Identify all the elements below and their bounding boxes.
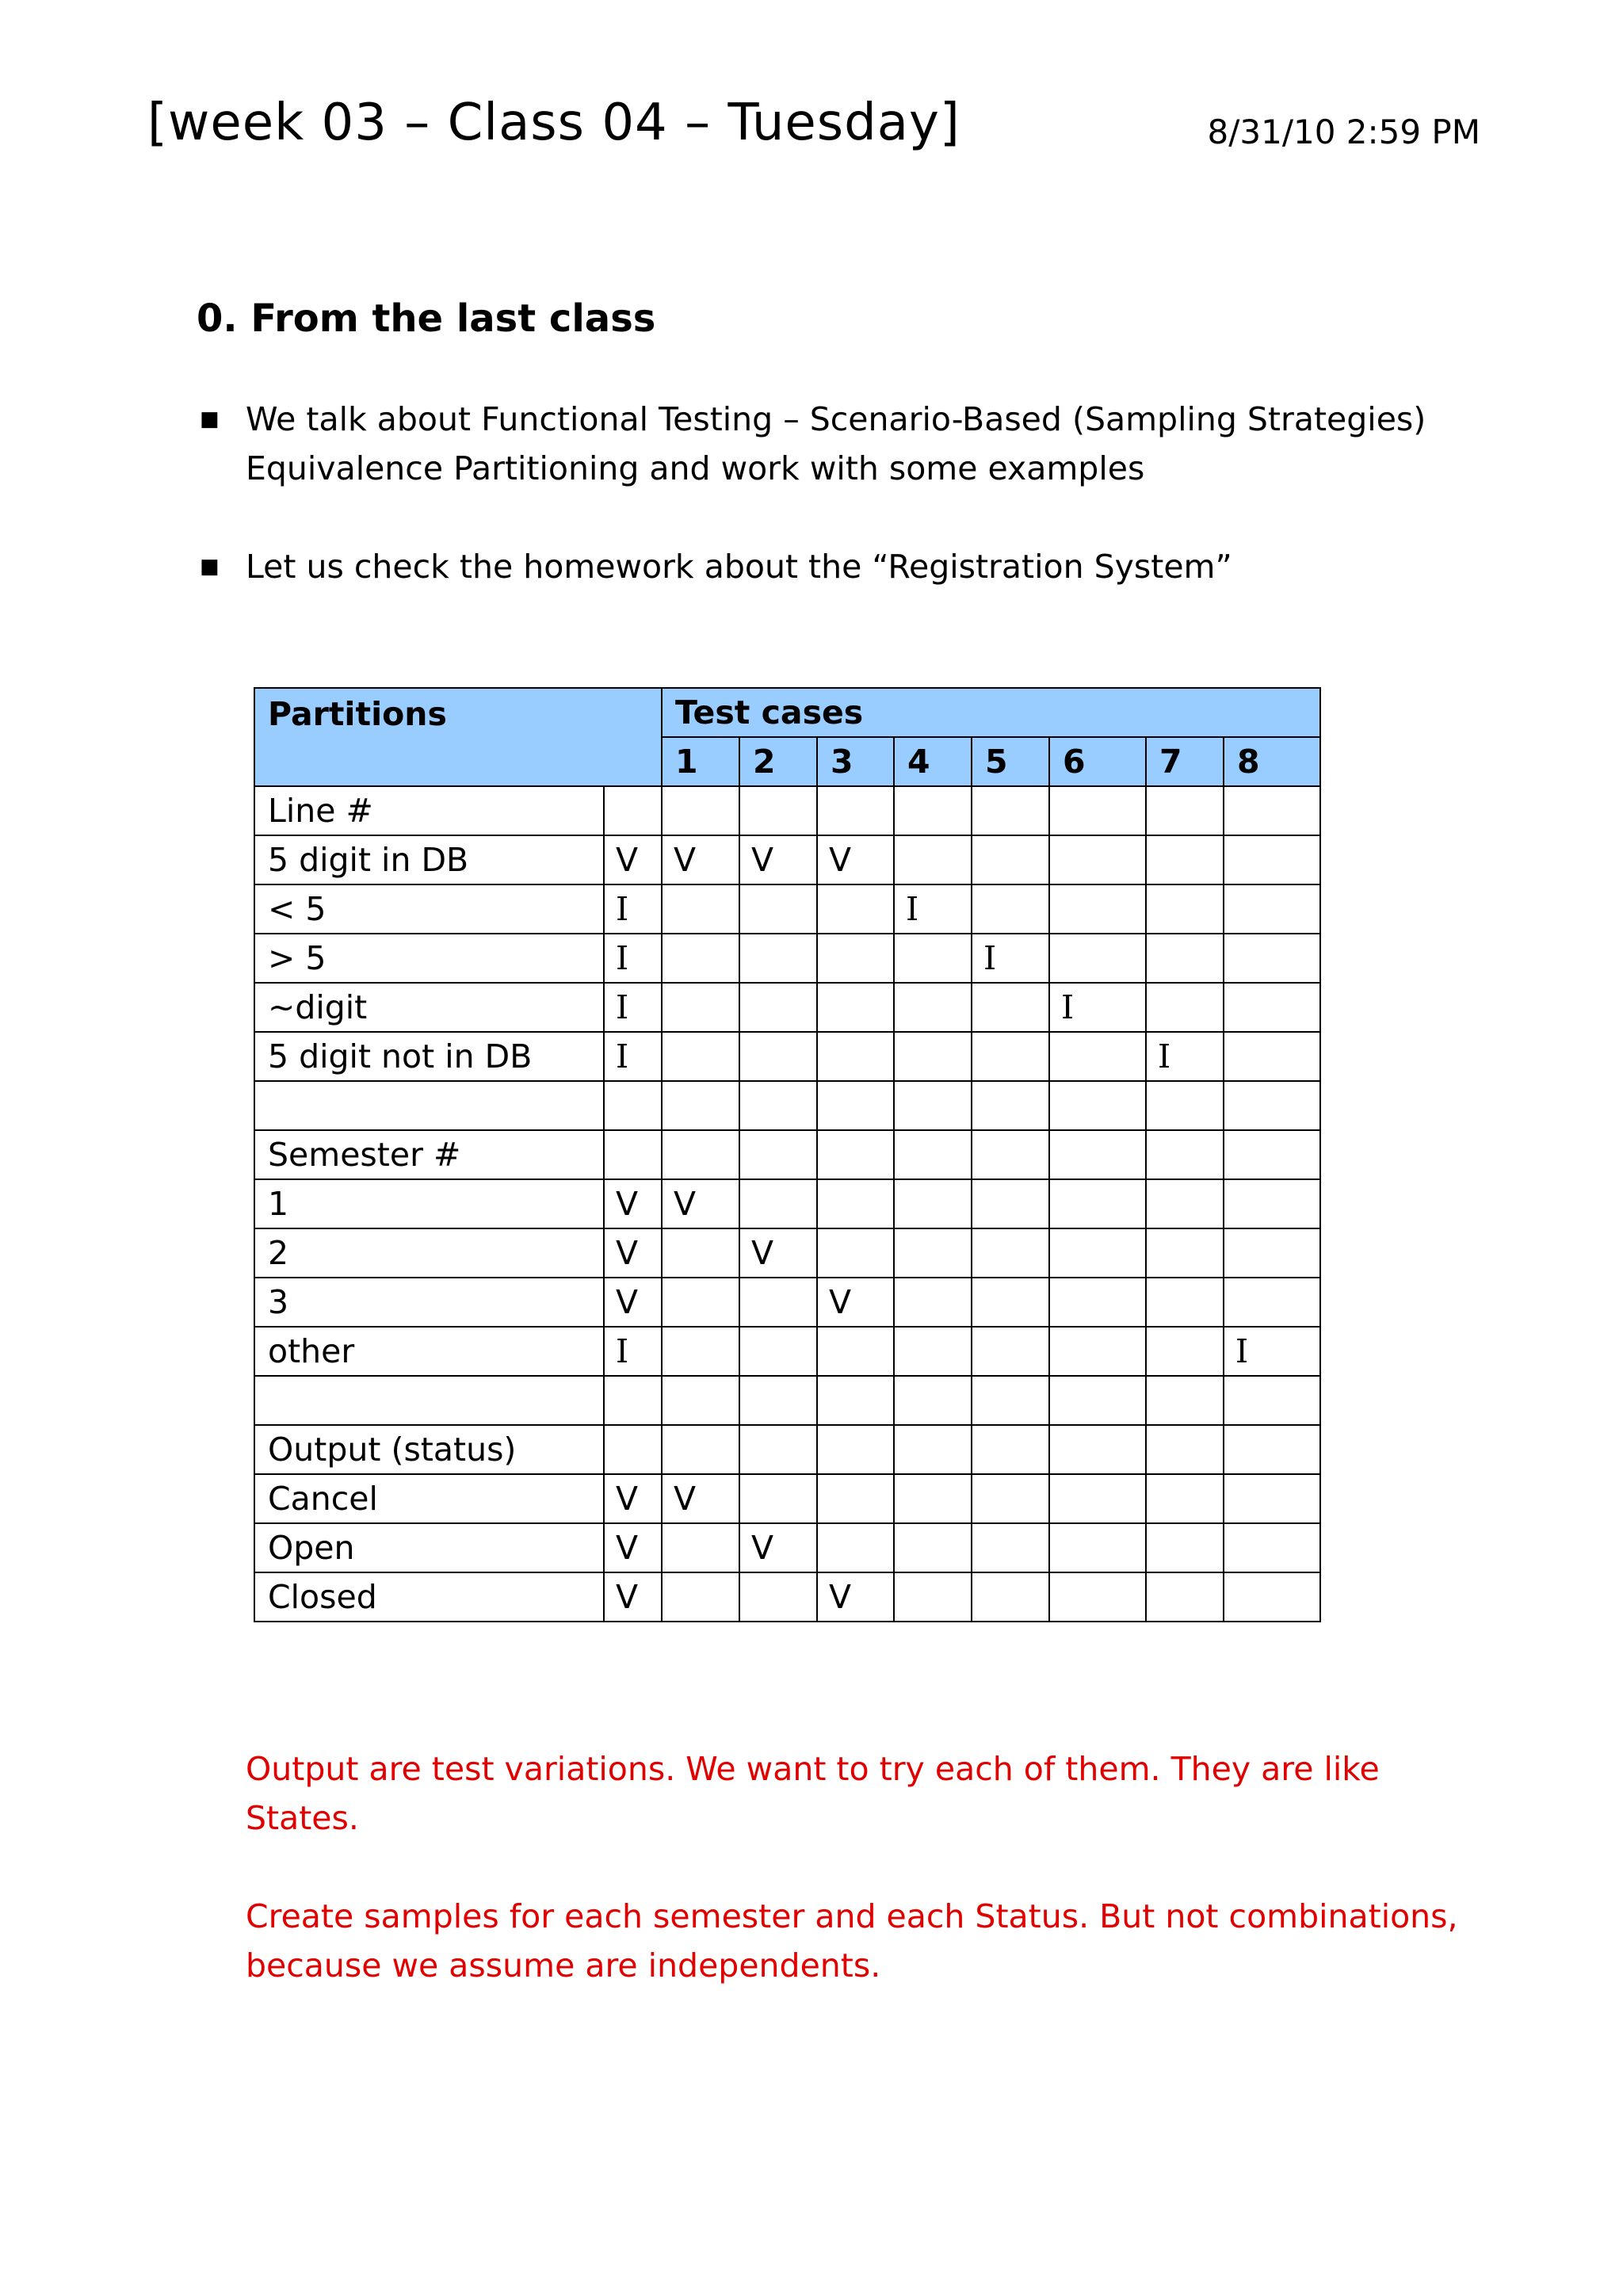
- test-case-cell: [817, 1327, 894, 1376]
- test-case-number: 8: [1224, 737, 1320, 786]
- test-case-cell: I: [972, 934, 1049, 983]
- test-case-cell: [894, 1130, 972, 1179]
- test-case-cell: [1146, 1130, 1224, 1179]
- test-case-cell: [972, 1032, 1049, 1081]
- test-case-cell: [894, 835, 972, 884]
- test-case-cell: [1224, 835, 1320, 884]
- test-case-cell: [817, 1376, 894, 1425]
- test-case-cell: [739, 1032, 817, 1081]
- section-heading: 0. From the last class: [197, 296, 656, 341]
- validity-marker: [604, 1376, 662, 1425]
- test-case-cell: [1049, 1523, 1146, 1572]
- partition-label: [254, 1376, 604, 1425]
- test-case-cell: [894, 1179, 972, 1228]
- test-case-cell: [1049, 1081, 1146, 1130]
- partition-label: > 5: [254, 934, 604, 983]
- test-case-cell: [662, 934, 739, 983]
- test-case-cell: [1049, 1228, 1146, 1278]
- test-case-cell: [817, 1179, 894, 1228]
- test-case-cell: [739, 1081, 817, 1130]
- test-case-cell: [1049, 1425, 1146, 1474]
- test-case-cell: [739, 1376, 817, 1425]
- test-case-cell: [739, 1474, 817, 1523]
- validity-marker: V: [604, 1228, 662, 1278]
- test-case-cell: [1224, 1278, 1320, 1327]
- test-case-cell: [972, 1376, 1049, 1425]
- partitions-header: Partitions: [254, 688, 662, 786]
- test-case-cell: [817, 1474, 894, 1523]
- test-case-cell: [972, 1081, 1049, 1130]
- test-case-cell: [1146, 1572, 1224, 1622]
- table-row: [254, 1425, 1320, 1474]
- test-case-cell: [817, 884, 894, 934]
- test-case-cell: [662, 1081, 739, 1130]
- test-case-cell: [972, 1425, 1049, 1474]
- test-case-cell: [1224, 1523, 1320, 1572]
- test-case-cell: [817, 1032, 894, 1081]
- test-case-cell: [662, 1278, 739, 1327]
- test-case-cell: [1146, 884, 1224, 934]
- test-case-cell: [1146, 1179, 1224, 1228]
- test-case-cell: [1049, 1572, 1146, 1622]
- test-case-cell: V: [662, 1179, 739, 1228]
- test-case-cell: [1049, 884, 1146, 934]
- test-case-cell: [894, 1474, 972, 1523]
- test-case-cell: [662, 1032, 739, 1081]
- partition-label: Open: [254, 1523, 604, 1572]
- test-case-cell: [1146, 1425, 1224, 1474]
- test-case-cell: [662, 1327, 739, 1376]
- test-case-cell: [662, 884, 739, 934]
- validity-marker: V: [604, 835, 662, 884]
- test-case-cell: [1049, 1278, 1146, 1327]
- test-case-cell: [972, 1130, 1049, 1179]
- test-case-cell: [817, 1523, 894, 1572]
- test-case-cell: [894, 1425, 972, 1474]
- test-case-cell: [1146, 983, 1224, 1032]
- partition-label: other: [254, 1327, 604, 1376]
- table-row: [254, 1278, 1320, 1327]
- test-case-cell: [972, 1228, 1049, 1278]
- table-row: [254, 835, 1320, 884]
- test-case-cell: [1146, 835, 1224, 884]
- test-case-cell: [972, 884, 1049, 934]
- test-case-cell: [739, 1327, 817, 1376]
- test-case-cell: [739, 983, 817, 1032]
- table-row: [254, 1327, 1320, 1376]
- instructor-notes: [246, 1744, 1482, 2039]
- test-case-cell: [817, 1228, 894, 1278]
- test-case-cell: [1049, 1327, 1146, 1376]
- partition-label: 3: [254, 1278, 604, 1327]
- test-case-cell: [1146, 1327, 1224, 1376]
- test-case-number: 3: [817, 737, 894, 786]
- test-case-cell: [1146, 1081, 1224, 1130]
- test-case-cell: [1224, 884, 1320, 934]
- test-case-number: 4: [894, 737, 972, 786]
- partition-label: Output (status): [254, 1425, 604, 1474]
- page-header-date: 8/31/10 2:59 PM: [1207, 113, 1480, 151]
- test-case-cell: [1049, 835, 1146, 884]
- test-case-cell: [1146, 1523, 1224, 1572]
- test-case-cell: [739, 786, 817, 835]
- bullet-text: We talk about Functional Testing – Scenario-Based (Sampling Strategies) Equivalence Partitioning and work with some examples: [246, 400, 1426, 487]
- validity-marker: I: [604, 1327, 662, 1376]
- test-case-cell: I: [1146, 1032, 1224, 1081]
- test-case-cell: [1146, 934, 1224, 983]
- validity-marker: [604, 786, 662, 835]
- test-case-cell: [1224, 1228, 1320, 1278]
- table-header-row: [254, 688, 1320, 737]
- test-case-cell: [817, 786, 894, 835]
- test-case-cell: V: [817, 1278, 894, 1327]
- table-row: [254, 1032, 1320, 1081]
- test-case-cell: [1146, 1474, 1224, 1523]
- partition-table-body: [254, 786, 1320, 1622]
- test-case-cell: [1049, 934, 1146, 983]
- test-case-cell: [894, 983, 972, 1032]
- test-case-cell: V: [739, 1228, 817, 1278]
- test-case-number: 5: [972, 737, 1049, 786]
- table-row: [254, 1572, 1320, 1622]
- test-case-cell: [894, 1327, 972, 1376]
- table-row: [254, 1081, 1320, 1130]
- table-row: [254, 786, 1320, 835]
- test-case-cell: [1146, 1376, 1224, 1425]
- test-case-cell: [1224, 1474, 1320, 1523]
- table-row: [254, 884, 1320, 934]
- test-case-cell: [972, 1572, 1049, 1622]
- test-case-cell: [1049, 1130, 1146, 1179]
- test-case-cell: [894, 1572, 972, 1622]
- square-bullet-icon: ■: [200, 555, 220, 579]
- partition-label: Cancel: [254, 1474, 604, 1523]
- test-case-cell: [817, 1081, 894, 1130]
- validity-marker: I: [604, 1032, 662, 1081]
- test-case-number: 2: [739, 737, 817, 786]
- test-case-cell: [894, 934, 972, 983]
- test-case-number: 1: [662, 737, 739, 786]
- test-case-cell: [817, 1425, 894, 1474]
- test-case-cell: [739, 1572, 817, 1622]
- test-case-cell: [739, 1425, 817, 1474]
- partition-label: 1: [254, 1179, 604, 1228]
- bullet-item: [197, 395, 1465, 493]
- partition-label: 2: [254, 1228, 604, 1278]
- test-case-cell: [662, 983, 739, 1032]
- test-case-cell: V: [817, 835, 894, 884]
- test-case-cell: [972, 1474, 1049, 1523]
- test-case-cell: [1146, 1278, 1224, 1327]
- note-paragraph: Create samples for each semester and each Status. But not combinations, because we assume are independents.: [246, 1897, 1458, 1985]
- test-case-cell: [1224, 983, 1320, 1032]
- test-cases-header: Test cases: [662, 688, 1320, 737]
- test-case-cell: [817, 983, 894, 1032]
- partition-table: [254, 687, 1321, 1622]
- test-case-cell: [894, 786, 972, 835]
- table-row: [254, 1376, 1320, 1425]
- partition-label: [254, 1081, 604, 1130]
- table-row: [254, 1474, 1320, 1523]
- table-row: [254, 1179, 1320, 1228]
- test-case-cell: [972, 1278, 1049, 1327]
- test-case-cell: [1049, 1474, 1146, 1523]
- test-case-cell: [1049, 1376, 1146, 1425]
- test-case-cell: [1049, 786, 1146, 835]
- test-case-cell: [662, 1572, 739, 1622]
- test-case-cell: [817, 1130, 894, 1179]
- note-paragraph: Output are test variations. We want to try each of them. They are like States.: [246, 1750, 1380, 1837]
- test-case-cell: [662, 1425, 739, 1474]
- test-case-cell: [972, 1179, 1049, 1228]
- test-case-number: 7: [1146, 737, 1224, 786]
- validity-marker: [604, 1081, 662, 1130]
- partition-label: 5 digit in DB: [254, 835, 604, 884]
- table-row: [254, 1228, 1320, 1278]
- partition-label: 5 digit not in DB: [254, 1032, 604, 1081]
- test-case-cell: [1224, 1081, 1320, 1130]
- table-row: [254, 934, 1320, 983]
- test-case-cell: [739, 1179, 817, 1228]
- table-row: [254, 1523, 1320, 1572]
- test-case-cell: [894, 1228, 972, 1278]
- test-case-cell: [1049, 1032, 1146, 1081]
- test-case-cell: [894, 1278, 972, 1327]
- test-case-cell: [1224, 1179, 1320, 1228]
- partition-label: Closed: [254, 1572, 604, 1622]
- validity-marker: V: [604, 1523, 662, 1572]
- partition-label: Line #: [254, 786, 604, 835]
- test-case-cell: [662, 786, 739, 835]
- test-case-cell: [662, 1228, 739, 1278]
- validity-marker: V: [604, 1474, 662, 1523]
- test-case-cell: [1224, 1425, 1320, 1474]
- test-case-cell: [1224, 786, 1320, 835]
- test-case-cell: [1146, 786, 1224, 835]
- test-case-cell: [662, 1130, 739, 1179]
- test-case-cell: [894, 1523, 972, 1572]
- partition-label: ~digit: [254, 983, 604, 1032]
- test-case-cell: [894, 1376, 972, 1425]
- validity-marker: I: [604, 934, 662, 983]
- test-case-cell: [1224, 1032, 1320, 1081]
- test-case-cell: [1146, 1228, 1224, 1278]
- partition-label: Semester #: [254, 1130, 604, 1179]
- test-case-cell: [972, 835, 1049, 884]
- validity-marker: I: [604, 884, 662, 934]
- bullet-text: Let us check the homework about the “Registration System”: [246, 548, 1232, 586]
- test-case-cell: [972, 786, 1049, 835]
- test-case-cell: [817, 934, 894, 983]
- validity-marker: V: [604, 1179, 662, 1228]
- test-case-cell: [739, 1130, 817, 1179]
- test-case-cell: [1224, 1572, 1320, 1622]
- test-case-cell: [739, 1278, 817, 1327]
- test-case-cell: [972, 1327, 1049, 1376]
- validity-marker: V: [604, 1572, 662, 1622]
- test-case-cell: [972, 1523, 1049, 1572]
- test-case-cell: V: [739, 1523, 817, 1572]
- test-case-cell: [1224, 1130, 1320, 1179]
- test-case-cell: V: [662, 835, 739, 884]
- validity-marker: [604, 1425, 662, 1474]
- bullet-list: [197, 395, 1465, 640]
- square-bullet-icon: ■: [200, 407, 220, 431]
- test-case-cell: [1224, 1376, 1320, 1425]
- table-row: [254, 1130, 1320, 1179]
- test-case-cell: I: [1224, 1327, 1320, 1376]
- validity-marker: V: [604, 1278, 662, 1327]
- page-header-title: [week 03 – Class 04 – Tuesday]: [147, 94, 960, 152]
- test-case-cell: [972, 983, 1049, 1032]
- validity-marker: [604, 1130, 662, 1179]
- test-case-cell: [739, 934, 817, 983]
- test-case-cell: [662, 1523, 739, 1572]
- table-row: [254, 983, 1320, 1032]
- partition-label: < 5: [254, 884, 604, 934]
- test-case-cell: V: [739, 835, 817, 884]
- test-case-number: 6: [1049, 737, 1146, 786]
- test-case-cell: I: [894, 884, 972, 934]
- test-case-cell: [1049, 1179, 1146, 1228]
- test-case-cell: [1224, 934, 1320, 983]
- test-case-cell: [894, 1081, 972, 1130]
- test-case-cell: I: [1049, 983, 1146, 1032]
- test-case-cell: V: [817, 1572, 894, 1622]
- test-case-cell: [662, 1376, 739, 1425]
- test-case-cell: [894, 1032, 972, 1081]
- test-case-cell: [739, 884, 817, 934]
- test-case-cell: V: [662, 1474, 739, 1523]
- validity-marker: I: [604, 983, 662, 1032]
- bullet-item: [197, 542, 1465, 591]
